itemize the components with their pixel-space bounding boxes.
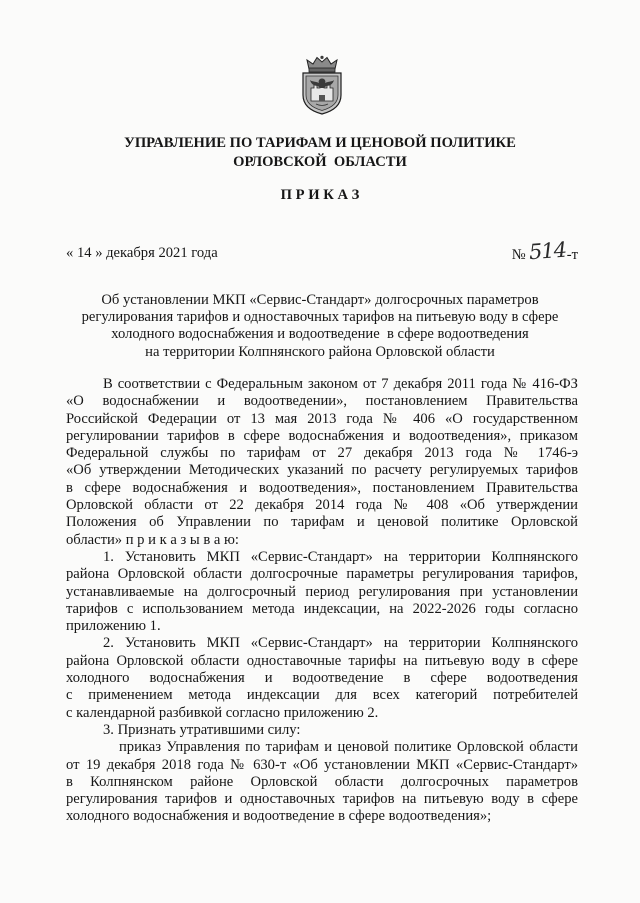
clause-3-subitem-line: приказ Управления по тарифам и ценовой политике Орловской области <box>119 739 578 756</box>
clause-2-line: района Орловской области одноставочные тарифы на питьевую воду в сфере <box>66 652 578 669</box>
clause-2-line: 2. Установить МКП «Сервис-Стандарт» на территории Колпнянского <box>103 635 578 652</box>
order-subject <box>40 292 600 361</box>
preamble-line: «Об утверждении Методических указаний по расчету регулируемых тарифов <box>66 462 578 479</box>
preamble-line: Российской Федерации от 13 мая 2013 года № 406 «О государственном <box>66 410 578 427</box>
preamble-line: Положения об Управлении по тарифам и ценовой политике Орловской <box>66 514 578 531</box>
clause-3-subitem-line: от 19 декабря 2018 года № 630-т «Об установлении МКП «Сервис-Стандарт» <box>66 756 578 773</box>
clause-2-line: с применением метода индексации для всех категорий потребителей <box>66 687 578 704</box>
order-number-prefix: № <box>511 247 526 263</box>
subject-line: на территории Колпнянского района Орловской области <box>145 343 495 360</box>
preamble-line: регулировании тарифов в сфере водоснабжения и водоотведения», приказом <box>66 427 578 444</box>
clause-3-subitem-line: холодного водоснабжения и водоотведение в сфере водоотведения»; <box>66 808 492 825</box>
preamble-line: Орловской области от 22 декабря 2014 года № 408 «Об утверждении <box>66 497 578 514</box>
subject-line: регулирования тарифов и одноставочных тарифов на питьевую воду в сфере <box>81 309 559 326</box>
clause-1-line: 1. Установить МКП «Сервис-Стандарт» на территории Колпнянского <box>103 548 578 565</box>
order-number-handwritten: 514 <box>527 237 567 265</box>
preamble-line: в сфере водоснабжения и водоотведения», постановлением Правительства <box>66 479 578 496</box>
clause-3-subitem-line: в Колпнянском районе Орловской области долгосрочных параметров <box>66 773 578 790</box>
preamble-line: В соответствии с Федеральным законом от 7 декабря 2011 года № 416-ФЗ <box>103 376 578 392</box>
subject-line: холодного водоснабжения и водоотведение в сфере водоотведения <box>111 326 529 343</box>
clause-2-line: с календарной разбивкой согласно приложению 2. <box>66 704 379 721</box>
order-date: « 14 » декабря 2021 года <box>66 245 218 261</box>
preamble-line: Федеральной службы по тарифам от 27 декабря 2013 года № 1746-э <box>66 445 578 462</box>
authority-title-line1: УПРАВЛЕНИЕ ПО ТАРИФАМ И ЦЕНОВОЙ ПОЛИТИКЕ <box>124 135 516 151</box>
clause-3-subitem-line: регулирования тарифов и одноставочных тарифов на питьевую воду в сфере <box>66 791 578 808</box>
order-number <box>470 237 578 265</box>
preamble-line: области» п р и к а з ы в а ю: <box>66 531 239 548</box>
order-body <box>66 376 578 826</box>
clause-3-line: 3. Признать утратившими силу: <box>103 721 301 738</box>
coat-of-arms-icon <box>298 55 346 115</box>
order-number-suffix: -т <box>566 247 578 263</box>
preamble-line: «О водоснабжении и водоотведении», постановлением Правительства <box>66 393 578 410</box>
clause-1-line: тарифов с использованием метода индексации, на 2022-2026 годы согласно <box>66 600 578 617</box>
clause-1-line: приложению 1. <box>66 618 161 635</box>
clause-2-line: холодного водоснабжения и водоотведение в сфере водоотведения <box>66 670 578 687</box>
subject-line: Об установлении МКП «Сервис-Стандарт» долгосрочных параметров <box>101 292 539 308</box>
clause-1-line: устанавливаемые на долгосрочный период регулирования при установлении <box>66 583 578 600</box>
clause-1-line: района Орловской области долгосрочные параметры регулирования тарифов, <box>66 566 578 583</box>
document-type-title: П Р И К А З <box>280 187 360 203</box>
authority-title-line2: ОРЛОВСКОЙ ОБЛАСТИ <box>233 154 407 170</box>
